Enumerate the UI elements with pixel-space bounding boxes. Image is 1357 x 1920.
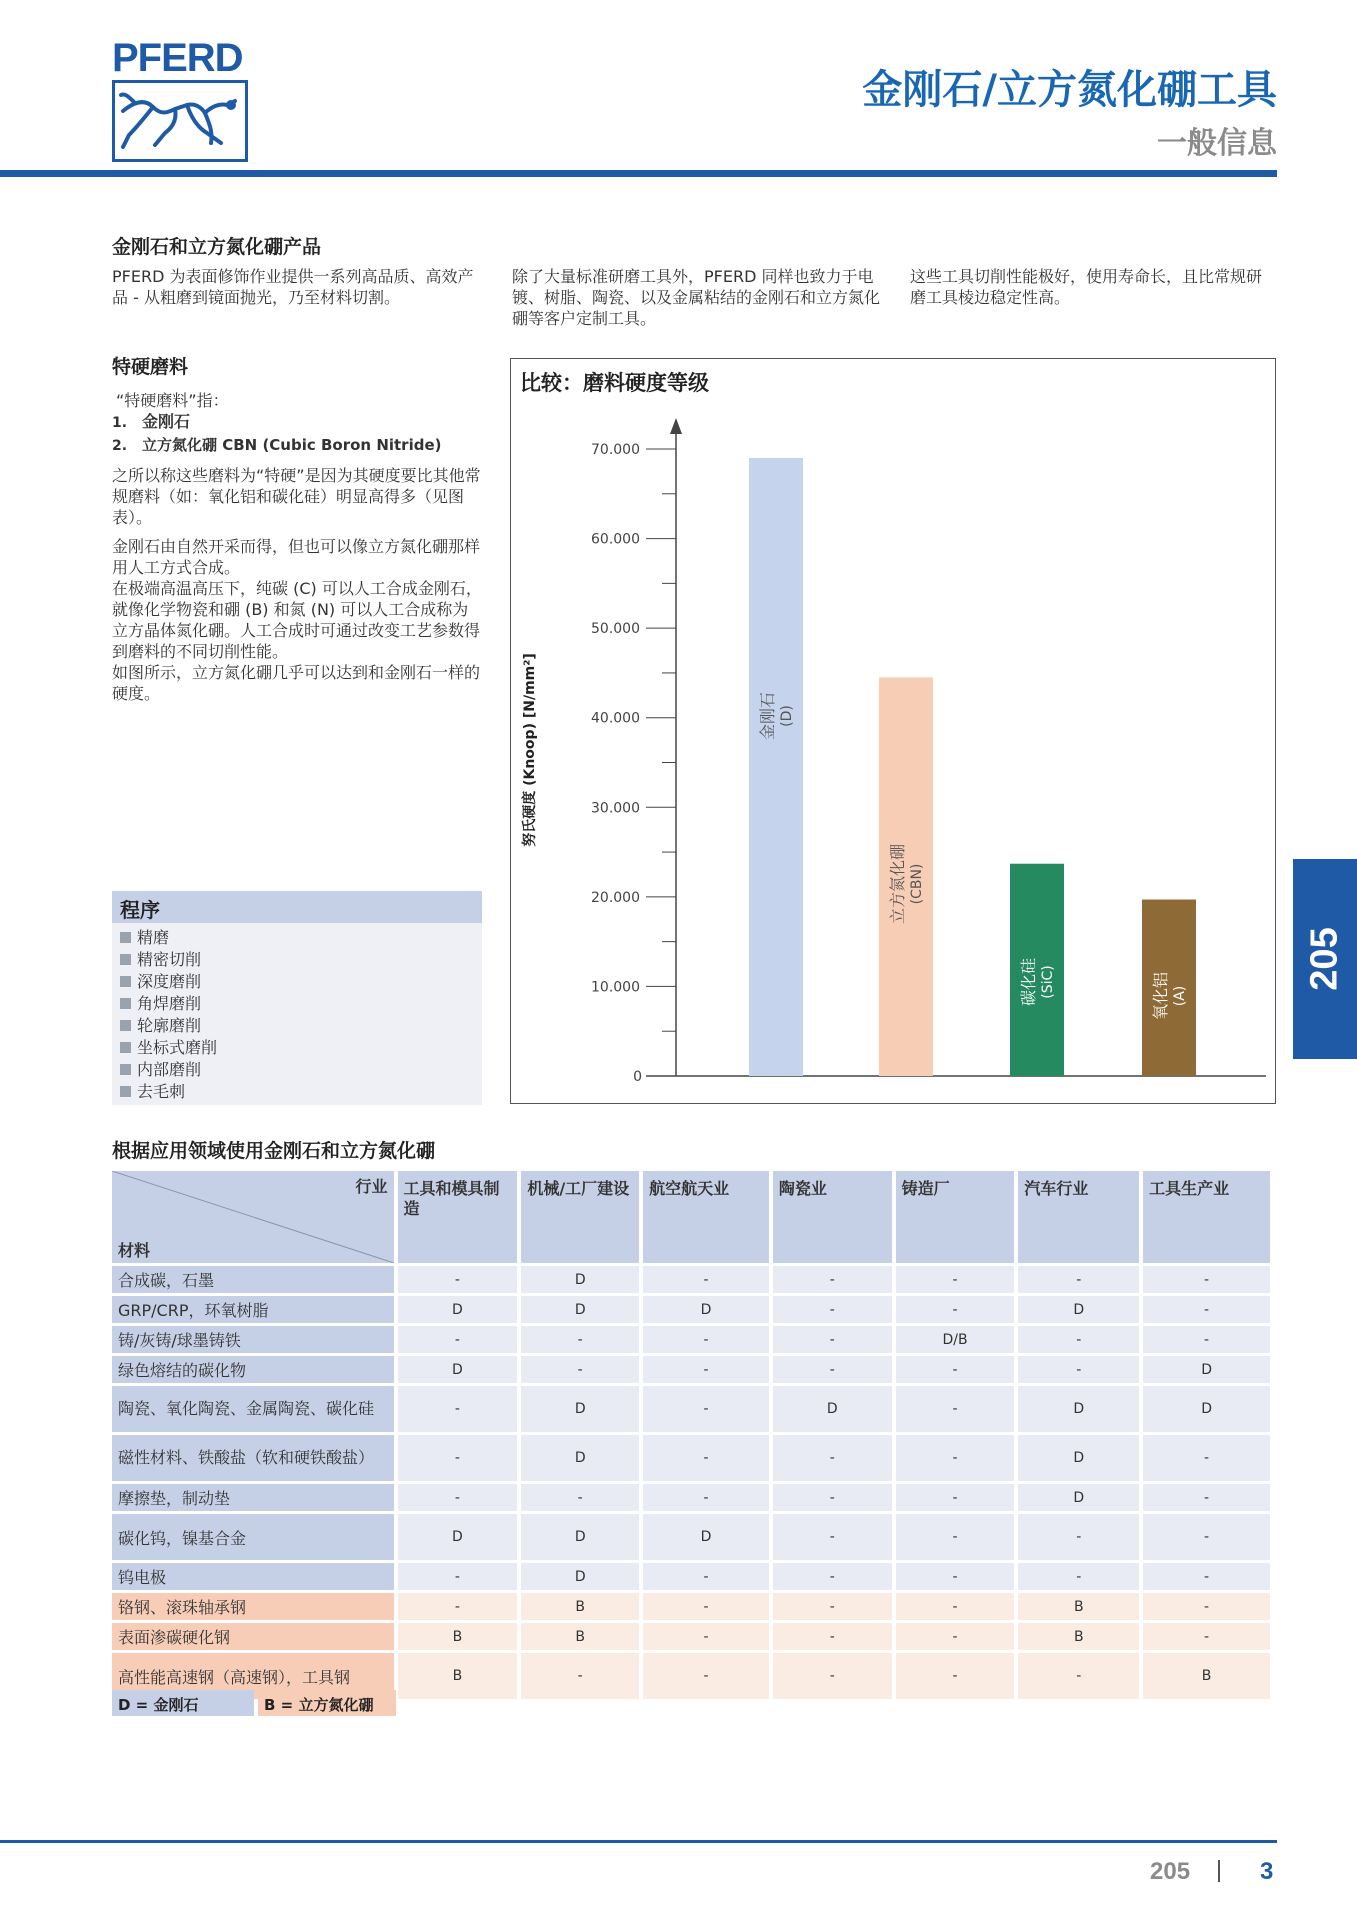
table-row-material: 铬钢、滚珠轴承钢 (112, 1593, 394, 1620)
table-row-material: 碳化钨，镍基合金 (112, 1514, 394, 1560)
y-axis-arrow-icon (670, 418, 682, 434)
footer-separator (1218, 1860, 1220, 1882)
table-cell: - (1143, 1326, 1270, 1353)
table-cell: - (773, 1326, 892, 1353)
superhard-heading: 特硬磨料 (112, 356, 189, 378)
square-bullet-icon (120, 1020, 131, 1031)
chart-title: 比较：磨料硬度等级 (520, 371, 709, 395)
table-row-material: 合成碳，石墨 (112, 1266, 394, 1293)
table-cell: D (398, 1296, 518, 1323)
table-cell: D/B (896, 1326, 1015, 1353)
square-bullet-icon (120, 1064, 131, 1075)
table-row (112, 1266, 1270, 1293)
table-cell: - (1143, 1593, 1270, 1620)
table-cell: - (1018, 1266, 1139, 1293)
table-cell: - (1143, 1563, 1270, 1590)
table-row (112, 1514, 1270, 1560)
table-cell: - (896, 1296, 1015, 1323)
table-cell: D (1018, 1484, 1139, 1511)
products-text-col1: PFERD 为表面修饰作业提供一系列高品质、高效产品 - 从粗磨到镜面抛光，乃至材料切割。 (112, 267, 474, 307)
procedure-item: 深度磨削 (120, 971, 474, 993)
table-row-material: 铸/灰铸/球墨铸铁 (112, 1326, 394, 1353)
table-row-material: 钨电极 (112, 1563, 394, 1590)
procedure-item: 坐标式磨削 (120, 1037, 474, 1059)
table-cell: - (643, 1563, 769, 1590)
y-tick-label: 60.000 (591, 531, 640, 548)
footer-chapter-number: 205 (1150, 1858, 1191, 1885)
table-cell: - (398, 1484, 518, 1511)
horse-logo-icon (112, 80, 248, 162)
bar-1 (749, 458, 803, 1076)
table-row (112, 1623, 1270, 1650)
products-text-col3: 这些工具切削性能极好，使用寿命长，且比常规研磨工具棱边稳定性高。 (910, 267, 1263, 307)
table-cell: B (521, 1623, 639, 1650)
table-cell: - (643, 1593, 769, 1620)
table-cell: - (521, 1484, 639, 1511)
legend-diamond: D = 金刚石 (112, 1690, 254, 1716)
page-subtitle: 一般信息 (1157, 126, 1277, 161)
superhard-para: 在极端高温高压下，纯碳 (C) 可以人工合成金刚石，就像化学物瓷和硼 (B) 和氮 (N) 可以人工合成称为立方晶体氮化硼。人工合成时可通过改变工艺参数得到磨料的不同切削性能。 (112, 579, 482, 661)
table-row (112, 1296, 1270, 1323)
table-cell: D (773, 1386, 892, 1432)
table-cell: - (521, 1356, 639, 1383)
table-cell: - (896, 1484, 1015, 1511)
application-table (108, 1168, 1274, 1702)
procedure-item: 精密切削 (120, 949, 474, 971)
table-cell: D (521, 1514, 639, 1560)
y-tick-label: 0 (633, 1069, 642, 1085)
logo-text: PFERD (112, 36, 243, 80)
table-row (112, 1326, 1270, 1353)
procedure-box (112, 891, 482, 1105)
products-heading: 金刚石和立方氮化硼产品 (112, 236, 322, 258)
bar-label-sub: (SiC) (1040, 965, 1056, 999)
header-rule (0, 170, 1277, 177)
square-bullet-icon (120, 998, 131, 1009)
table-cell: - (773, 1484, 892, 1511)
table-cell: - (643, 1653, 769, 1699)
table-cell: - (1018, 1356, 1139, 1383)
table-column-header: 陶瓷业 (773, 1171, 892, 1263)
table-cell: - (1143, 1435, 1270, 1481)
table-row (112, 1484, 1270, 1511)
table-cell: - (398, 1266, 518, 1293)
table-row (112, 1435, 1270, 1481)
table-row-material: 高性能高速钢（高速钢），工具钢 (112, 1653, 394, 1699)
table-cell: D (398, 1514, 518, 1560)
table-cell: - (643, 1356, 769, 1383)
corner-material-label: 材料 (118, 1241, 151, 1260)
y-tick-label: 40.000 (591, 710, 640, 727)
table-cell: D (521, 1435, 639, 1481)
table-row (112, 1563, 1270, 1590)
table-cell: D (1018, 1386, 1139, 1432)
bar-label-sub: (A) (1172, 985, 1188, 1007)
table-cell: - (398, 1593, 518, 1620)
table-cell: - (773, 1593, 892, 1620)
table-cell: - (1143, 1266, 1270, 1293)
table-column-header: 汽车行业 (1018, 1171, 1139, 1263)
table-cell: B (1018, 1593, 1139, 1620)
table-row-material: 表面渗碳硬化钢 (112, 1623, 394, 1650)
table-column-header: 工具和模具制造 (398, 1171, 518, 1263)
table-cell: D (521, 1296, 639, 1323)
table-column-header: 机械/工厂建设 (521, 1171, 639, 1263)
table-row-material: 磁性材料、铁酸盐（软和硬铁酸盐） (112, 1435, 394, 1481)
table-cell: D (521, 1563, 639, 1590)
table-row (112, 1593, 1270, 1620)
table-cell: - (521, 1326, 639, 1353)
table-column-header: 铸造厂 (896, 1171, 1015, 1263)
table-row-material: 摩擦垫，制动垫 (112, 1484, 394, 1511)
table-cell: - (896, 1514, 1015, 1560)
table-cell: B (1143, 1653, 1270, 1699)
table-cell: - (773, 1563, 892, 1590)
bar-label-main: 碳化硅 (1019, 957, 1038, 1007)
procedure-item: 去毛刺 (120, 1081, 474, 1103)
table-cell: - (1018, 1514, 1139, 1560)
table-cell: - (896, 1563, 1015, 1590)
square-bullet-icon (120, 932, 131, 943)
y-tick-label: 50.000 (591, 621, 640, 638)
table-cell: - (1018, 1563, 1139, 1590)
table-cell: B (398, 1653, 518, 1699)
y-tick-label: 30.000 (591, 800, 640, 817)
square-bullet-icon (120, 954, 131, 965)
bar-label-sub: (CBN) (909, 863, 925, 905)
table-corner-cell (112, 1171, 394, 1263)
table-cell: - (1018, 1653, 1139, 1699)
superhard-item (112, 434, 482, 457)
table-row-material: GRP/CRP，环氧树脂 (112, 1296, 394, 1323)
superhard-item-text: 立方氮化硼 CBN (Cubic Boron Nitride) (142, 436, 442, 454)
table-cell: - (896, 1386, 1015, 1432)
y-tick-label: 70.000 (591, 442, 640, 458)
table-cell: - (896, 1623, 1015, 1650)
table-row (112, 1356, 1270, 1383)
superhard-item-num: 1. (112, 415, 128, 431)
table-cell: D (643, 1514, 769, 1560)
table-cell: - (773, 1435, 892, 1481)
table-row (112, 1386, 1270, 1432)
table-cell: D (521, 1386, 639, 1432)
bar-label-sub: (D) (779, 705, 795, 727)
table-cell: B (521, 1593, 639, 1620)
table-cell: D (1143, 1386, 1270, 1432)
chapter-side-tab[interactable] (1293, 859, 1357, 1059)
table-cell: D (398, 1356, 518, 1383)
footer-rule (0, 1840, 1277, 1843)
table-cell: - (896, 1593, 1015, 1620)
superhard-item-num: 2. (112, 438, 128, 454)
table-cell: - (1143, 1514, 1270, 1560)
table-cell: - (1143, 1623, 1270, 1650)
table-cell: - (643, 1484, 769, 1511)
table-cell: - (521, 1653, 639, 1699)
procedure-heading: 程序 (112, 891, 482, 923)
table-row-material: 绿色熔结的碳化物 (112, 1356, 394, 1383)
table-cell: - (643, 1435, 769, 1481)
table-body (112, 1266, 1270, 1699)
table-cell: - (398, 1386, 518, 1432)
table-cell: - (773, 1266, 892, 1293)
y-tick-label: 20.000 (591, 889, 640, 906)
hardness-chart (510, 358, 1276, 1104)
table-cell: D (1143, 1356, 1270, 1383)
procedure-item: 精磨 (120, 927, 474, 949)
square-bullet-icon (120, 976, 131, 987)
superhard-text (112, 390, 482, 704)
table-heading: 根据应用领域使用金刚石和立方氮化硼 (112, 1140, 436, 1162)
table-cell: D (643, 1296, 769, 1323)
table-cell: - (773, 1296, 892, 1323)
bar-label-main: 金刚石 (758, 691, 777, 741)
bar-label-main: 立方氮化硼 (888, 843, 907, 925)
diagonal-divider-icon (112, 1171, 394, 1263)
table-cell: B (398, 1623, 518, 1650)
side-tab-label: 205 (1303, 927, 1346, 991)
table-column-header: 航空航天业 (643, 1171, 769, 1263)
superhard-para: 之所以称这些磨料为“特硬”是因为其硬度要比其他常规磨料（如：氧化铝和碳化硅）明显高得多（见图表）。 (112, 466, 481, 527)
table-cell: - (398, 1435, 518, 1481)
table-cell: - (1018, 1326, 1139, 1353)
table-cell: - (643, 1386, 769, 1432)
y-tick-label: 10.000 (591, 979, 640, 996)
footer-page-number: 3 (1260, 1858, 1274, 1885)
corner-industry-label: 行业 (355, 1177, 388, 1196)
table-column-header: 工具生产业 (1143, 1171, 1270, 1263)
bar-label-main: 氧化铝 (1151, 971, 1170, 1021)
table-cell: - (773, 1653, 892, 1699)
table-cell: - (1143, 1296, 1270, 1323)
products-text-col2: 除了大量标准研磨工具外，PFERD 同样也致力于电镀、树脂、陶瓷、以及金属粘结的金刚石和立方氮化硼等客户定制工具。 (512, 267, 881, 328)
table-cell: D (1018, 1435, 1139, 1481)
table-cell: - (643, 1623, 769, 1650)
procedure-item: 角焊磨削 (120, 993, 474, 1015)
table-row-material: 陶瓷、氧化陶瓷、金属陶瓷、碳化硅 (112, 1386, 394, 1432)
square-bullet-icon (120, 1042, 131, 1053)
legend-cbn: B = 立方氮化硼 (258, 1690, 396, 1716)
superhard-intro: “特硬磨料”指： (116, 391, 229, 410)
table-cell: - (896, 1356, 1015, 1383)
table-cell: - (896, 1435, 1015, 1481)
table-cell: - (773, 1356, 892, 1383)
table-cell: - (398, 1563, 518, 1590)
table-cell: D (521, 1266, 639, 1293)
table-cell: B (1018, 1623, 1139, 1650)
table-cell: - (773, 1623, 892, 1650)
table-cell: - (1143, 1484, 1270, 1511)
superhard-item (112, 411, 482, 434)
page-title: 金刚石/立方氮化硼工具 (862, 67, 1277, 113)
square-bullet-icon (120, 1086, 131, 1097)
table-cell: - (398, 1326, 518, 1353)
table-cell: - (643, 1326, 769, 1353)
table-header-row (112, 1171, 1270, 1263)
procedure-item: 内部磨削 (120, 1059, 474, 1081)
procedure-item: 轮廓磨削 (120, 1015, 474, 1037)
table-cell: - (896, 1653, 1015, 1699)
procedure-list (112, 923, 482, 1107)
superhard-para: 金刚石由自然开采而得，但也可以像立方氮化硼那样用人工方式合成。 (112, 537, 481, 577)
table-cell: - (643, 1266, 769, 1293)
superhard-para: 如图所示，立方氮化硼几乎可以达到和金刚石一样的硬度。 (112, 663, 481, 703)
table-cell: D (1018, 1296, 1139, 1323)
table-cell: - (773, 1514, 892, 1560)
y-axis-label: 努氏硬度 (Knoop) [N/mm²] (522, 653, 538, 847)
table-cell: - (896, 1266, 1015, 1293)
superhard-item-text: 金刚石 (142, 412, 191, 431)
pferd-logo (112, 38, 250, 158)
